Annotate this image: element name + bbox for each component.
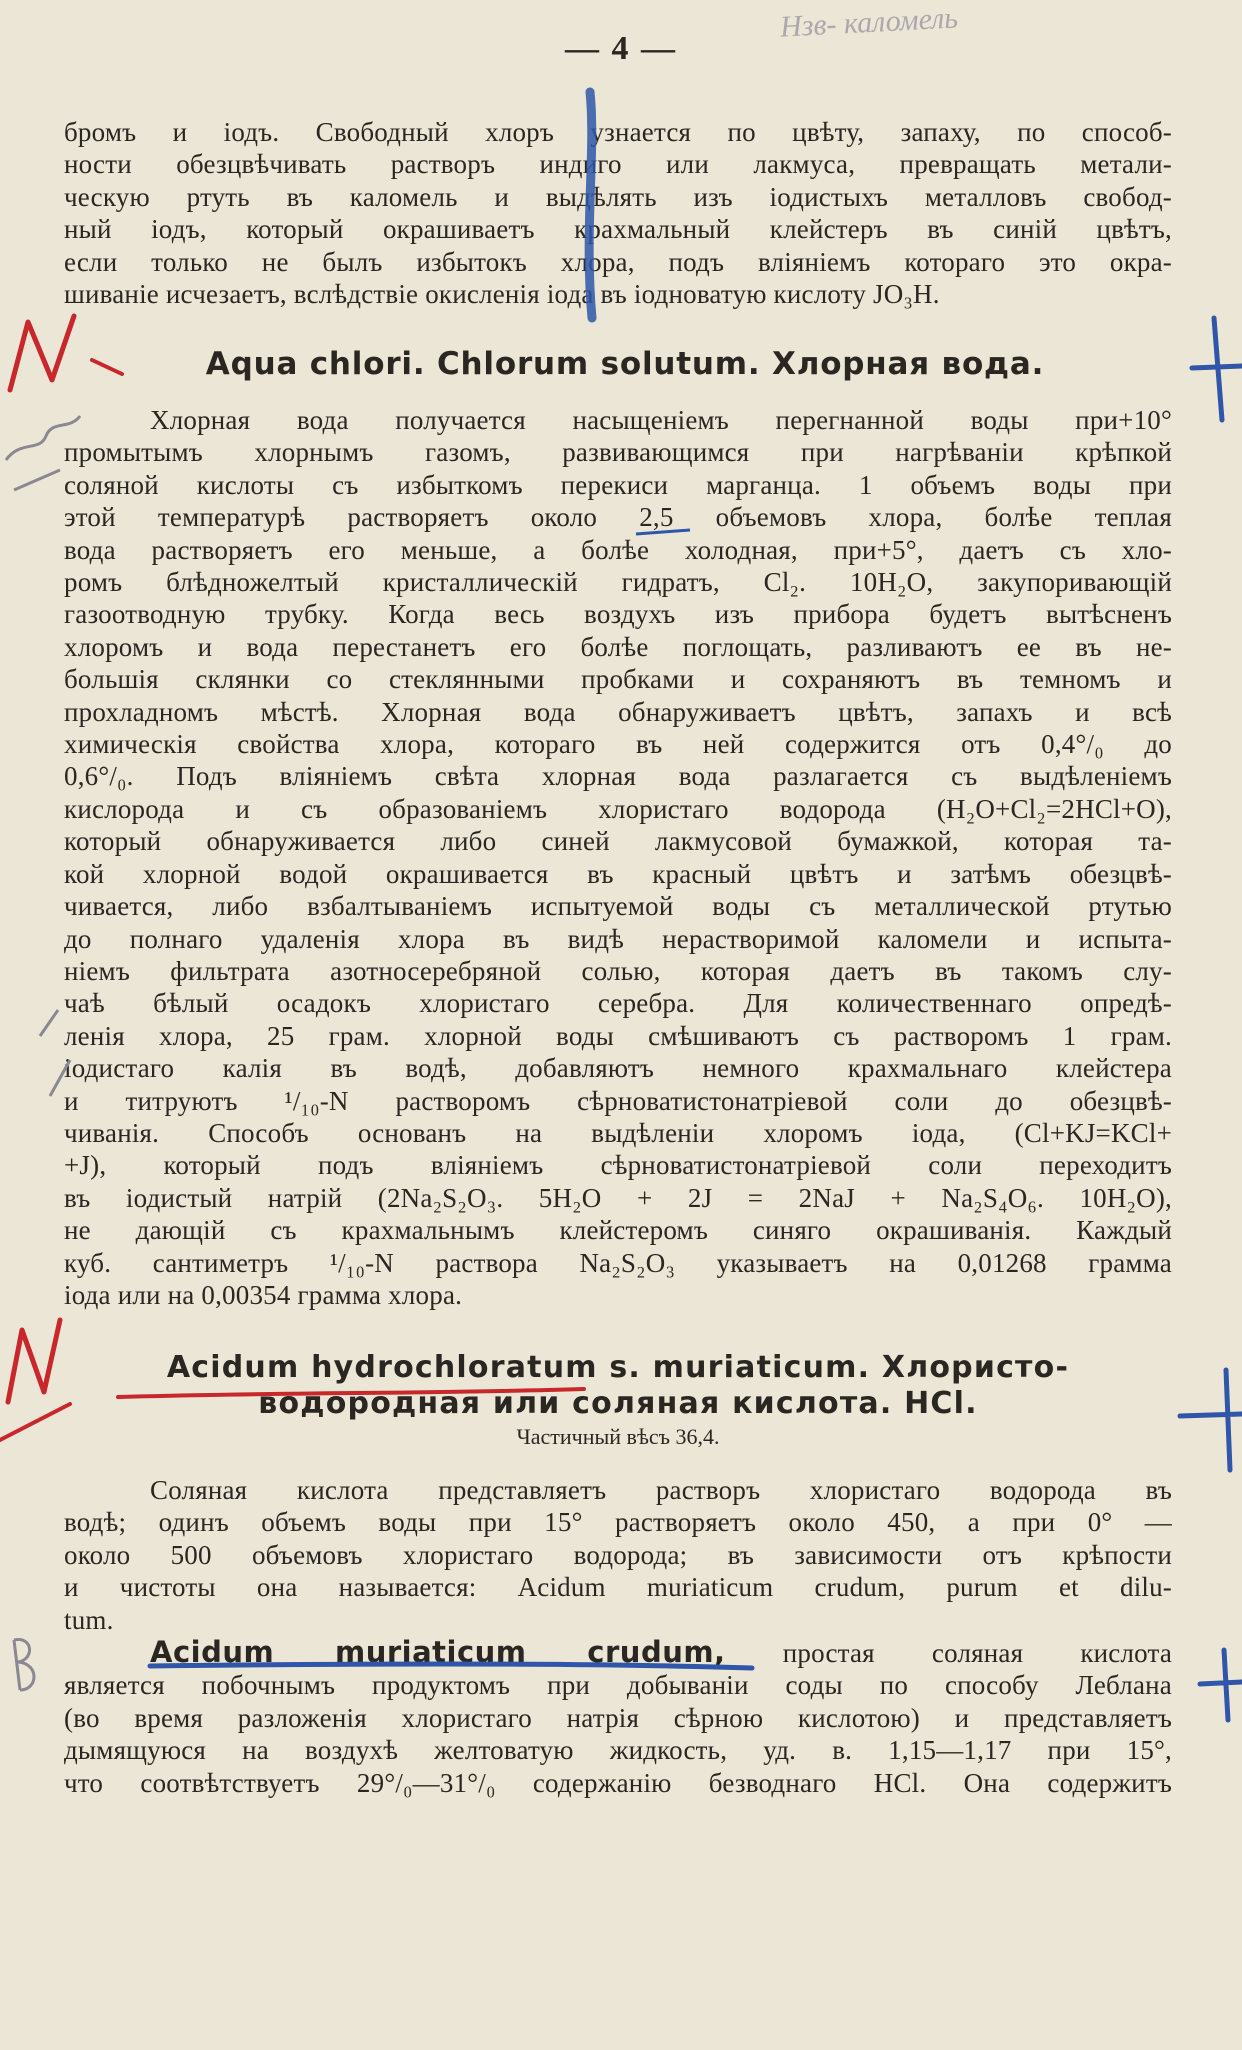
paragraph-lines	[64, 404, 1172, 1311]
text-line: іодистаго калія въ водѣ, добавляютъ немного крахмальнаго клейстера	[64, 1053, 1172, 1084]
blue-plus-mark-2	[1180, 1370, 1242, 1470]
text-line: ческую ртуть въ каломель и выдѣлять изъ іодистыхъ металловъ свобод-	[64, 181, 1172, 212]
text-line: кислорода и съ образованіемъ хлористаго водорода (H₂O+Cl₂=2HCl+O),	[64, 793, 1172, 824]
text-line: и титруютъ ¹/₁₀-N растворомъ сѣрноватистонатріевой соли до обезцвѣ-	[64, 1085, 1172, 1116]
paragraph-chlorine-water	[64, 404, 1172, 1311]
blue-plus-mark-3	[1200, 1650, 1242, 1720]
text-line: ромъ блѣдножелтый кристаллическій гидратъ, Cl₂. 10H₂O, закупоривающій	[64, 567, 1172, 598]
text-line: (во время разложенія хлористаго натрія сѣрною кислотою) и представляетъ	[64, 1702, 1172, 1733]
text-line: промытымъ хлорнымъ газомъ, развивающимся при нагрѣваніи крѣпкой	[64, 437, 1172, 468]
text-line: большія склянки со стеклянными пробками и сохраняютъ въ темномъ и	[64, 664, 1172, 695]
text-line: если только не былъ избытокъ хлора, подъ вліяніемъ котораго это окра-	[64, 246, 1172, 277]
text-line-last: tum.	[64, 1604, 114, 1635]
text-line: чаѣ бѣлый осадокъ хлористаго серебра. Для количественнаго опредѣ-	[64, 988, 1172, 1019]
text-line: чиванія. Способъ основанъ на выдѣленіи хлоромъ іода, (Cl+KJ=KCl+	[64, 1117, 1172, 1148]
text-line: ности обезцвѣчивать растворъ индиго или лакмуса, превращать метали-	[64, 149, 1172, 180]
text-line: +J), который подъ вліяніемъ сѣрноватистонатріевой соли переходитъ	[64, 1150, 1172, 1181]
crude-acid-first-line	[64, 1636, 1172, 1669]
text-line: вода растворяетъ его меньше, а болѣе холодная, при+5°, даетъ съ хло-	[64, 534, 1172, 565]
red-n-mark	[10, 316, 74, 390]
text-line: ный іодъ, который окрашиваетъ крахмальный клейстеръ въ синій цвѣтъ,	[64, 214, 1172, 245]
text-line: газоотводную трубку. Когда весь воздухъ изъ прибора будетъ вытѣсненъ	[64, 599, 1172, 630]
red-n-mark-2	[8, 1320, 60, 1402]
pencil-corner-note: Нзв- каломель	[779, 1, 959, 44]
text-line: что соотвѣтствуетъ 29°/₀—31°/₀ содержанію безводнаго HCl. Она содержитъ	[64, 1767, 1172, 1798]
red-slash-mark	[0, 1404, 70, 1440]
text-line: Соляная кислота представляетъ растворъ хлористаго водорода въ	[150, 1475, 1172, 1505]
text-line: чивается, либо взбалтываніемъ испытуемой воды съ металлической ртутью	[64, 891, 1172, 922]
molecular-weight: Частичный вѣсъ 36,4.	[516, 1424, 720, 1449]
text-line: около 500 объемовъ хлористаго водорода; въ зависимости отъ крѣпости	[64, 1539, 1172, 1570]
text-line: этой температурѣ растворяетъ около 2,5 объемовъ хлора, болѣе теплая	[64, 502, 1172, 533]
crude-acid-first-rest: простая соляная кислота	[725, 1638, 1173, 1668]
red-dash-mark	[92, 360, 122, 374]
text-line: ніемъ фильтрата азотносеребряной солью, которая даетъ въ такомъ слу-	[64, 955, 1172, 986]
section-heading-hydrochloric	[62, 1350, 1174, 1450]
text-line: ленія хлора, 25 грам. хлорной воды смѣшиваютъ съ растворомъ 1 грам.	[64, 1020, 1172, 1051]
crude-acid-term: Acidum muriaticum crudum,	[150, 1635, 726, 1669]
page-number: — 4 —	[565, 30, 677, 67]
text-line: кой хлорной водой окрашивается въ красный цвѣтъ и затѣмъ обезцвѣ-	[64, 858, 1172, 889]
blue-plus-mark-1	[1192, 318, 1242, 420]
text-line: который обнаруживается либо синей лакмусовой бумажкой, которая та-	[64, 826, 1172, 857]
text-line: Хлорная вода получается насыщеніемъ перегнанной воды при+10°	[150, 405, 1172, 435]
heading-hydrochloric-line1: Acidum hydrochloratum s. muriaticum. Хлористо-	[166, 1350, 1070, 1385]
paragraph-intro	[64, 116, 1172, 310]
heading-aqua-chlori: Aqua chlori. Chlorum solutum. Хлорная вода.	[205, 346, 1045, 382]
text-line: водѣ; одинъ объемъ воды при 15° растворяетъ около 450, а при 0° —	[64, 1507, 1172, 1538]
text-line: 0,6°/₀. Подъ вліяніемъ свѣта хлорная вода разлагается съ выдѣленіемъ	[64, 761, 1172, 792]
text-line: куб. сантиметръ ¹/₁₀-N раствора Na₂S₂O₃ указываетъ на 0,01268 грамма	[64, 1247, 1172, 1278]
paragraph-crude-acid	[64, 1636, 1172, 1799]
text-line: въ іодистый натрій (2Na₂S₂O₃. 5H₂O + 2J = 2NaJ + Na₂S₄O₆. 10H₂O),	[64, 1182, 1172, 1213]
text-line: прохладномъ мѣстѣ. Хлорная вода обнаруживаетъ цвѣтъ, запахъ и всѣ	[64, 696, 1172, 727]
text-line: и чистоты она называется: Acidum muriaticum crudum, purum et dilu-	[64, 1572, 1172, 1603]
text-line: является побочнымъ продуктомъ при добываніи соды по способу Леблана	[64, 1670, 1172, 1701]
paragraph-hydrochloric	[64, 1474, 1172, 1636]
text-line: химическія свойства хлора, котораго въ ней содержится отъ 0,4°/₀ до	[64, 729, 1172, 760]
paragraph-lines	[64, 1474, 1172, 1636]
text-line: хлоромъ и вода перестанетъ его болѣе поглощать, разливаютъ ее въ не-	[64, 631, 1172, 662]
text-line: не дающій съ крахмальнымъ клейстеромъ синяго окрашиванія. Каждый	[64, 1215, 1172, 1246]
pencil-b-mark	[14, 1640, 34, 1690]
text-line-last: іода или на 0,00354 грамма хлора.	[64, 1279, 463, 1310]
section-heading-aqua-chlori	[120, 346, 1130, 382]
text-line: соляной кислоты съ избыткомъ перекиси марганца. 1 объемъ воды при	[64, 469, 1172, 500]
text-line: до полнаго удаленія хлора въ видѣ нерастворимой каломели и испыта-	[64, 923, 1172, 954]
text-line-last: шиваніе исчезаетъ, вслѣдствіе окисленія іода въ іодноватую кислоту JO₃H.	[64, 279, 940, 310]
heading-hydrochloric-line2: водородная или соляная кислота. HCl.	[258, 1386, 978, 1421]
paragraph-lines	[64, 1636, 1172, 1799]
text-line: бромъ и іодъ. Свободный хлоръ узнается по цвѣту, запаху, по способ-	[64, 117, 1172, 147]
text-line: дымящуюся на воздухѣ желтоватую жидкость, уд. в. 1,15—1,17 при 15°,	[64, 1735, 1172, 1766]
paragraph-lines	[64, 116, 1172, 310]
